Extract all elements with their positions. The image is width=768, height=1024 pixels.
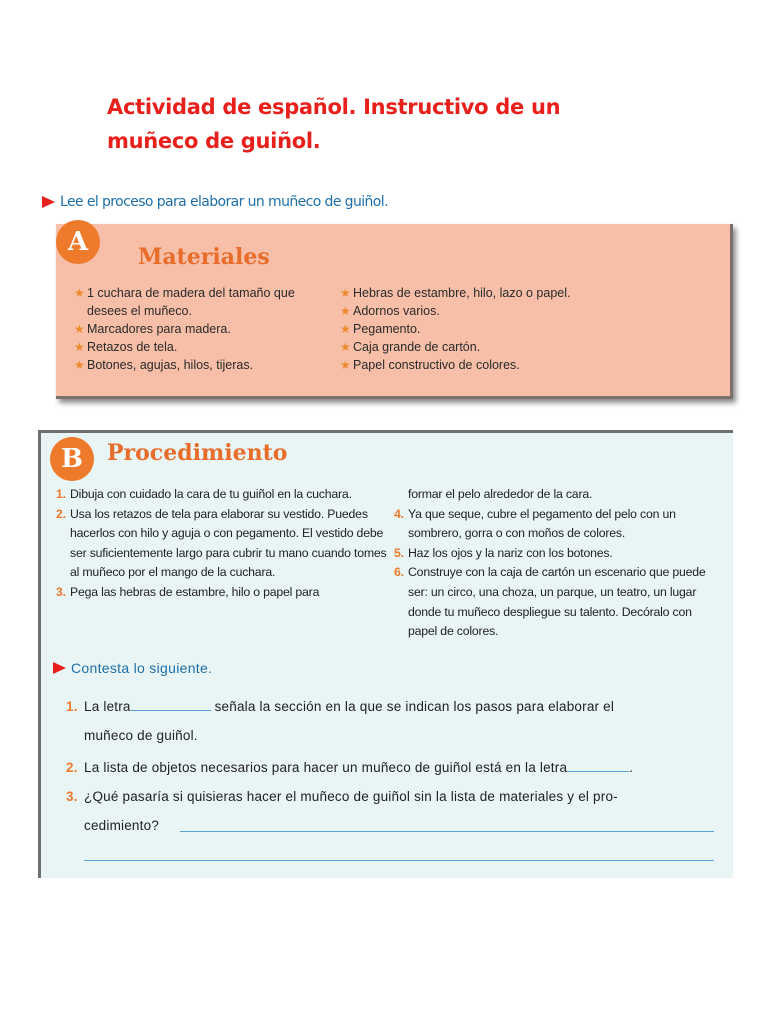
list-item: ★ Papel constructivo de colores. — [340, 358, 520, 372]
triangle-bullet-icon — [53, 662, 66, 674]
star-icon: ★ — [340, 322, 351, 336]
star-icon: ★ — [340, 358, 351, 372]
list-item: ★ Marcadores para madera. — [74, 322, 231, 336]
list-item: ★ Pegamento. — [340, 322, 421, 336]
list-item: ★ Hebras de estambre, hilo, lazo o papel. — [340, 286, 571, 300]
star-icon: ★ — [74, 322, 85, 336]
answer-blank-1[interactable] — [131, 698, 211, 711]
procedure-step: 2. Usa los retazos de tela para elaborar su vestido. Puedes hacerlos con hilo y aguja o con pegamento. El vestido debe ser suficientemente largo para cubrir tu mano cuando tomes al muñeco por el mango de la cuchara. — [56, 506, 387, 580]
materials-list-left — [74, 284, 336, 374]
procedure-step: 4. Ya que seque, cubre el pegamento del pelo con un sombrero, gorra o con moños de colores. — [394, 506, 676, 541]
question-3-line-2: cedimiento? — [84, 818, 159, 833]
read-instruction — [42, 194, 388, 210]
star-icon: ★ — [74, 286, 85, 300]
procedure-step: 6. Construye con la caja de cartón un escenario que puede ser: un circo, una choza, un parque, un teatro, un lugar donde tu muñeco despliegue su talento. Decóralo con papel de colores. — [394, 565, 706, 639]
materials-list-right — [340, 284, 640, 374]
answer-heading: Contesta lo siguiente. — [71, 660, 213, 676]
list-item: ★ Retazos de tela. — [74, 340, 178, 354]
list-item: ★ Caja grande de cartón. — [340, 340, 481, 354]
question-2: 2. La lista de objetos necesarios para hacer un muñeco de guiñol está en la letra . — [66, 760, 634, 775]
instruction-text: Lee el proceso para elaborar un muñeco de guiñol. — [60, 194, 388, 210]
procedure-heading: Procedimiento — [107, 440, 288, 466]
procedure-column-left — [56, 485, 396, 603]
question-1: 1. La letra señala la sección en la que se indican los pasos para elaborar el — [66, 699, 615, 714]
answer-line-3a[interactable] — [180, 831, 714, 832]
star-icon: ★ — [340, 340, 351, 354]
list-item: ★ Adornos varios. — [340, 304, 440, 318]
star-icon: ★ — [74, 358, 85, 372]
answer-line-3b[interactable] — [84, 860, 714, 861]
procedure-step: 3. Pega las hebras de estambre, hilo o papel para — [56, 584, 320, 599]
triangle-bullet-icon — [42, 196, 55, 208]
procedure-step: 1. Dibuja con cuidado la cara de tu guiñol en la cuchara. — [56, 487, 352, 501]
list-item: ★ Botones, agujas, hilos, tijeras. — [74, 358, 254, 372]
materials-heading: Materiales — [138, 244, 270, 270]
question-1-line-2: muñeco de guiñol. — [84, 728, 198, 743]
star-icon: ★ — [340, 304, 351, 318]
section-b-badge: B — [50, 437, 94, 481]
star-icon: ★ — [74, 340, 85, 354]
procedure-step-continuation: formar el pelo alrededor de la cara. — [408, 487, 593, 501]
star-icon: ★ — [340, 286, 351, 300]
answer-blank-2[interactable] — [567, 759, 629, 772]
answer-instruction — [53, 660, 212, 676]
procedure-step: 5. Haz los ojos y la nariz con los botones. — [394, 545, 613, 560]
page-title: Actividad de español. Instructivo de un muñeco de guiñol. — [107, 95, 561, 153]
section-a-badge: A — [56, 220, 100, 264]
question-3: 3. ¿Qué pasaría si quisieras hacer el muñeco de guiñol sin la lista de materiales y el pro- — [66, 789, 618, 804]
procedure-column-right — [394, 485, 724, 642]
list-item: ★ 1 cuchara de madera del tamaño que desees el muñeco. — [74, 286, 295, 318]
